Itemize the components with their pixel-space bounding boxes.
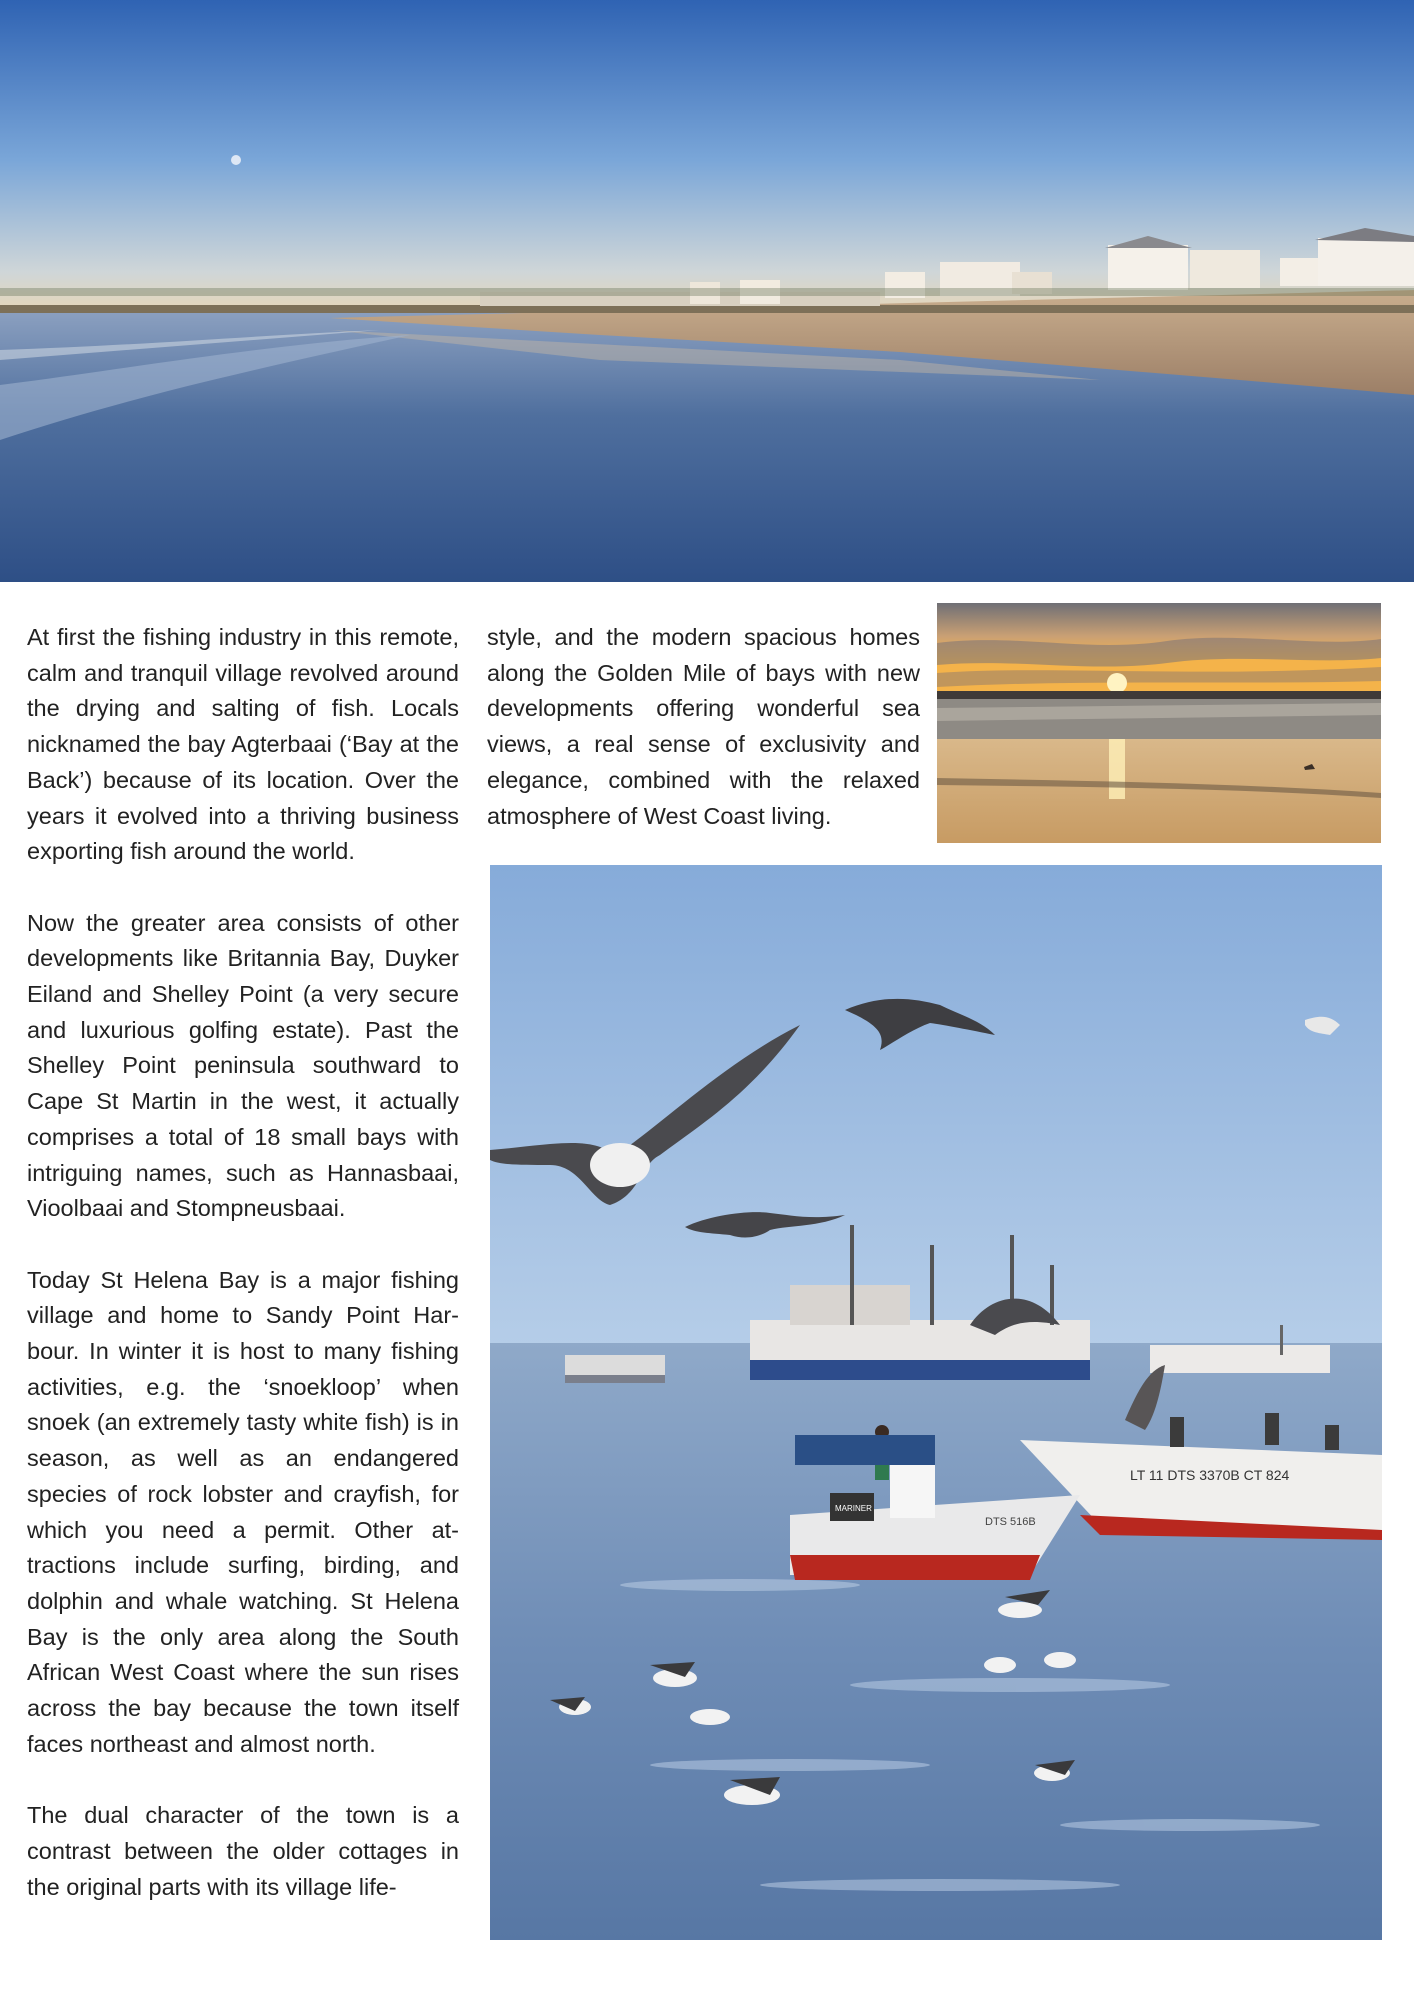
article-paragraph: Now the greater area consists of other developments like Britannia Bay, Duyker Eiland and Shelley Point (a very secure and luxurious golfing estate). Past the Shelley Point peninsula southward to Cape St Martin in the west, it actually comprises a total of 18 small bays with intriguing names, such as Hannasbaai, Vioolbaai and Stompneusbaai. <box>27 909 459 1222</box>
moon <box>231 155 241 165</box>
article-paragraph: Today St Helena Bay is a major fishing village and home to Sandy Point Harbour. In winter it is host to many fishing activities, e.g. the ‘snoekloop’ when snoek (an extremely tasty white fish) is in season, as well as an endangered species of rock lobster and crayfish, for which you need a permit. Other attractions include surfing, birding, and dolphin and whale watching. St Helena Bay is the only area along the South African West Coast where the sun rises across the bay because the town itself faces northeast and almost north. <box>27 1266 459 1757</box>
article-paragraph: style, and the modern spacious homes along the Golden Mile of bays with new developments offering wonderful sea views, a real sense of exclusivity and elegance, combined with the relaxed atmosphere of West Coast living. <box>487 624 920 829</box>
harbour-seagulls-photo <box>490 865 1382 1940</box>
harbour-illustration <box>490 865 1382 1940</box>
blue-boat <box>795 1435 935 1465</box>
hero-beach-photo <box>0 0 1414 582</box>
article-paragraph: The dual character of the town is a contrast between the older cottages in the original parts with its village life- <box>27 1802 459 1900</box>
sunset-illustration <box>937 603 1381 843</box>
engine-label: MARINER <box>835 1504 872 1513</box>
beach-town-illustration <box>0 0 1414 582</box>
sun <box>1107 673 1127 693</box>
boat-registration-large: LT 11 DTS 3370B CT 824 <box>1130 1467 1290 1483</box>
article-column-middle <box>487 620 920 834</box>
sunset-beach-photo <box>937 603 1381 843</box>
article-paragraph: At first the fishing industry in this remote, calm and tranquil village revolved around the drying and salting of fish. Locals nicknamed the bay Agterbaai (‘Bay at the Back’) because of its location. Over the years it evolved into a thriving business exporting fish around the world. <box>27 624 459 865</box>
article-column-left <box>27 620 459 1905</box>
boat-registration-small: DTS 516B <box>985 1516 1036 1528</box>
